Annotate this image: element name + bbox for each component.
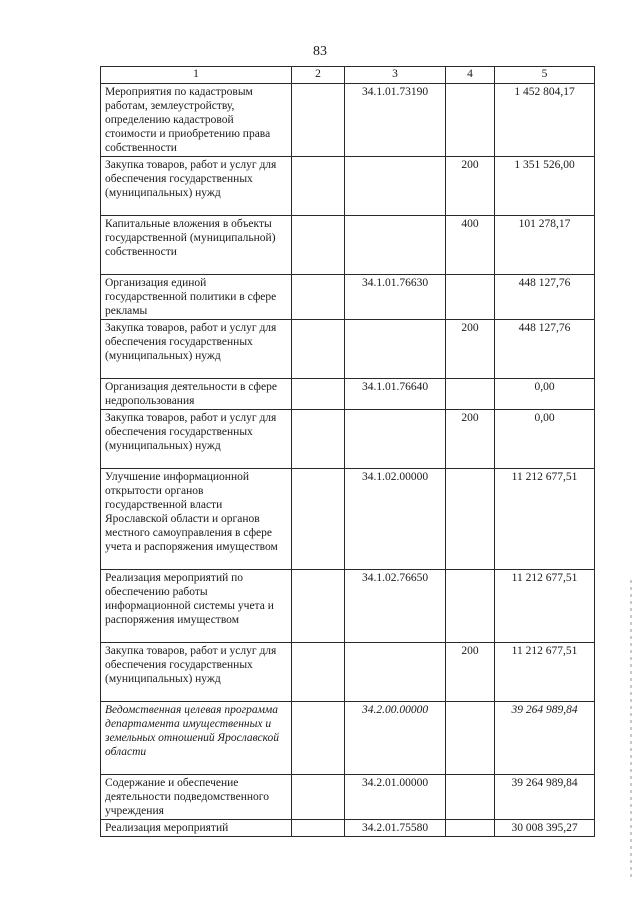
cell-section (292, 320, 345, 379)
cell-expense-type: 400 (446, 216, 495, 275)
column-header: 1 (101, 67, 292, 84)
cell-name: Капитальные вложения в объекты государственной (муниципальной) собственности (101, 216, 292, 275)
cell-amount: 0,00 (495, 410, 595, 469)
cell-section (292, 469, 345, 570)
cell-name: Содержание и обеспечение деятельности подведомственного учреждения (101, 775, 292, 820)
cell-code (345, 643, 446, 702)
cell-name: Улучшение информационной открытости органов государственной власти Ярославской области и органов местного самоуправления в сфере учета и распоряжения имуществом (101, 469, 292, 570)
column-header: 5 (495, 67, 595, 84)
cell-expense-type (446, 702, 495, 775)
table-row (101, 643, 595, 702)
cell-expense-type (446, 820, 495, 837)
cell-section (292, 157, 345, 216)
cell-amount: 448 127,76 (495, 275, 595, 320)
table-body (101, 84, 595, 837)
cell-expense-type (446, 775, 495, 820)
cell-code: 34.1.01.73190 (345, 84, 446, 157)
cell-amount: 11 212 677,51 (495, 570, 595, 643)
table-row (101, 775, 595, 820)
cell-section (292, 379, 345, 410)
cell-code: 34.1.01.76630 (345, 275, 446, 320)
cell-name: Закупка товаров, работ и услуг для обеспечения государственных (муниципальных) нужд (101, 157, 292, 216)
cell-name: Организация единой государственной политики в сфере рекламы (101, 275, 292, 320)
cell-amount: 11 212 677,51 (495, 643, 595, 702)
cell-code (345, 216, 446, 275)
cell-expense-type (446, 469, 495, 570)
cell-amount: 39 264 989,84 (495, 702, 595, 775)
cell-expense-type: 200 (446, 410, 495, 469)
cell-amount: 30 008 395,27 (495, 820, 595, 837)
cell-section (292, 643, 345, 702)
table-row (101, 320, 595, 379)
cell-expense-type (446, 84, 495, 157)
cell-section (292, 216, 345, 275)
page-number: 83 (313, 44, 327, 59)
table-row (101, 469, 595, 570)
cell-amount: 101 278,17 (495, 216, 595, 275)
cell-code (345, 157, 446, 216)
cell-name: Организация деятельности в сфере недропользования (101, 379, 292, 410)
table-row (101, 820, 595, 837)
column-header: 4 (446, 67, 495, 84)
cell-code (345, 320, 446, 379)
table-row (101, 410, 595, 469)
cell-name: Реализация мероприятий по обеспечению работы информационной системы учета и распоряжения имуществом (101, 570, 292, 643)
cell-section (292, 570, 345, 643)
cell-name: Мероприятия по кадастровым работам, землеустройству, определению кадастровой стоимости и приобретению права собственности (101, 84, 292, 157)
cell-section (292, 410, 345, 469)
cell-expense-type: 200 (446, 643, 495, 702)
cell-section (292, 775, 345, 820)
cell-expense-type (446, 275, 495, 320)
cell-code: 34.1.01.76640 (345, 379, 446, 410)
cell-expense-type: 200 (446, 157, 495, 216)
cell-amount: 39 264 989,84 (495, 775, 595, 820)
budget-table (100, 66, 595, 837)
column-header: 2 (292, 67, 345, 84)
cell-code: 34.2.00.00000 (345, 702, 446, 775)
cell-expense-type (446, 379, 495, 410)
cell-section (292, 84, 345, 157)
scan-artifact (630, 580, 632, 880)
cell-amount: 1 351 526,00 (495, 157, 595, 216)
cell-name: Ведомственная целевая программа департамента имущественных и земельных отношений Ярославской области (101, 702, 292, 775)
table-row (101, 570, 595, 643)
cell-name: Закупка товаров, работ и услуг для обеспечения государственных (муниципальных) нужд (101, 320, 292, 379)
table-row (101, 216, 595, 275)
table-row (101, 84, 595, 157)
cell-amount: 0,00 (495, 379, 595, 410)
cell-section (292, 702, 345, 775)
cell-name: Реализация мероприятий (101, 820, 292, 837)
cell-expense-type: 200 (446, 320, 495, 379)
cell-expense-type (446, 570, 495, 643)
table-header-row (101, 67, 595, 84)
table-row (101, 379, 595, 410)
cell-name: Закупка товаров, работ и услуг для обеспечения государственных (муниципальных) нужд (101, 643, 292, 702)
cell-code (345, 410, 446, 469)
cell-amount: 11 212 677,51 (495, 469, 595, 570)
cell-code: 34.2.01.75580 (345, 820, 446, 837)
cell-code: 34.1.02.00000 (345, 469, 446, 570)
table-row (101, 275, 595, 320)
cell-section (292, 820, 345, 837)
column-header: 3 (345, 67, 446, 84)
cell-amount: 1 452 804,17 (495, 84, 595, 157)
table-row (101, 702, 595, 775)
cell-section (292, 275, 345, 320)
cell-code: 34.1.02.76650 (345, 570, 446, 643)
cell-name: Закупка товаров, работ и услуг для обеспечения государственных (муниципальных) нужд (101, 410, 292, 469)
cell-code: 34.2.01.00000 (345, 775, 446, 820)
table-row (101, 157, 595, 216)
cell-amount: 448 127,76 (495, 320, 595, 379)
